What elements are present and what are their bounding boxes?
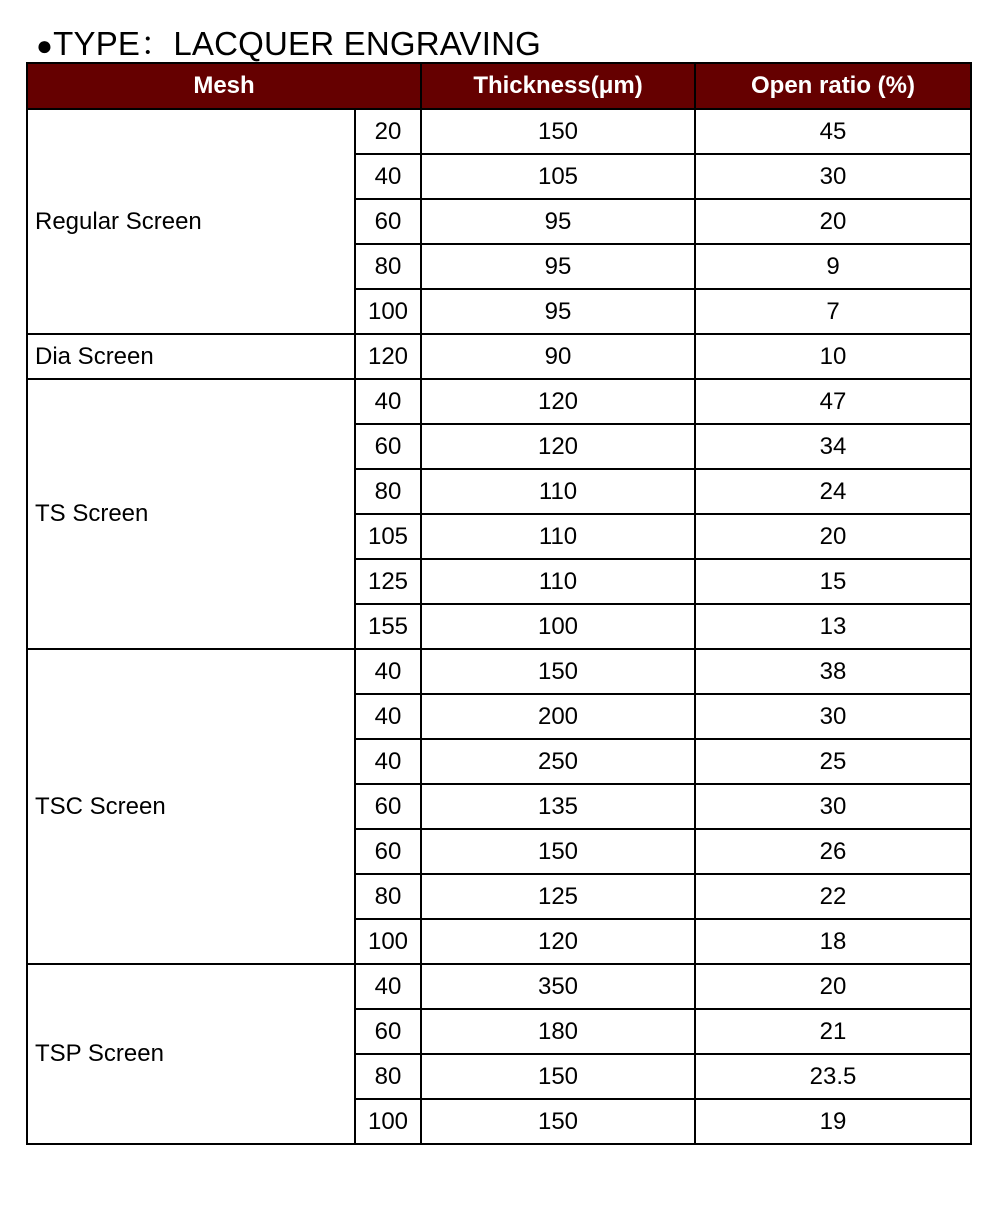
spec-table — [26, 62, 972, 1145]
open-ratio-cell: 22 — [695, 874, 971, 919]
thickness-cell: 150 — [421, 649, 695, 694]
thickness-cell: 110 — [421, 469, 695, 514]
mesh-cell: 40 — [355, 379, 421, 424]
thickness-cell: 150 — [421, 1099, 695, 1144]
open-ratio-cell: 15 — [695, 559, 971, 604]
mesh-cell: 100 — [355, 289, 421, 334]
mesh-cell: 60 — [355, 424, 421, 469]
thickness-cell: 250 — [421, 739, 695, 784]
table-row — [27, 109, 971, 154]
mesh-cell: 60 — [355, 829, 421, 874]
open-ratio-cell: 19 — [695, 1099, 971, 1144]
header-thickness: Thickness(μm) — [421, 63, 695, 109]
thickness-cell: 120 — [421, 424, 695, 469]
screen-type-cell: Dia Screen — [27, 334, 355, 379]
screen-type-cell: TSC Screen — [27, 649, 355, 964]
thickness-cell: 95 — [421, 289, 695, 334]
table-row — [27, 379, 971, 424]
page-title — [36, 18, 541, 65]
mesh-cell: 60 — [355, 199, 421, 244]
thickness-cell: 135 — [421, 784, 695, 829]
mesh-cell: 60 — [355, 1009, 421, 1054]
open-ratio-cell: 21 — [695, 1009, 971, 1054]
open-ratio-cell: 47 — [695, 379, 971, 424]
thickness-cell: 95 — [421, 199, 695, 244]
header-row — [27, 63, 971, 109]
mesh-cell: 80 — [355, 1054, 421, 1099]
open-ratio-cell: 9 — [695, 244, 971, 289]
header-mesh: Mesh — [27, 63, 421, 109]
thickness-cell: 200 — [421, 694, 695, 739]
thickness-cell: 110 — [421, 559, 695, 604]
thickness-cell: 150 — [421, 109, 695, 154]
mesh-cell: 80 — [355, 244, 421, 289]
mesh-cell: 80 — [355, 469, 421, 514]
table-body — [27, 109, 971, 1144]
open-ratio-cell: 45 — [695, 109, 971, 154]
open-ratio-cell: 20 — [695, 514, 971, 559]
open-ratio-cell: 30 — [695, 784, 971, 829]
thickness-cell: 90 — [421, 334, 695, 379]
mesh-cell: 80 — [355, 874, 421, 919]
table-row — [27, 334, 971, 379]
mesh-cell: 120 — [355, 334, 421, 379]
mesh-cell: 40 — [355, 649, 421, 694]
open-ratio-cell: 26 — [695, 829, 971, 874]
screen-type-cell: TS Screen — [27, 379, 355, 649]
open-ratio-cell: 30 — [695, 154, 971, 199]
open-ratio-cell: 24 — [695, 469, 971, 514]
thickness-cell: 100 — [421, 604, 695, 649]
thickness-cell: 105 — [421, 154, 695, 199]
table-row — [27, 649, 971, 694]
header-open-ratio: Open ratio (%) — [695, 63, 971, 109]
thickness-cell: 110 — [421, 514, 695, 559]
open-ratio-cell: 7 — [695, 289, 971, 334]
mesh-cell: 40 — [355, 154, 421, 199]
open-ratio-cell: 20 — [695, 199, 971, 244]
mesh-cell: 100 — [355, 919, 421, 964]
mesh-cell: 40 — [355, 964, 421, 1009]
mesh-cell: 100 — [355, 1099, 421, 1144]
thickness-cell: 125 — [421, 874, 695, 919]
bullet-icon: ● — [36, 30, 54, 61]
open-ratio-cell: 25 — [695, 739, 971, 784]
screen-type-cell: Regular Screen — [27, 109, 355, 334]
mesh-cell: 20 — [355, 109, 421, 154]
open-ratio-cell: 10 — [695, 334, 971, 379]
mesh-cell: 125 — [355, 559, 421, 604]
open-ratio-cell: 13 — [695, 604, 971, 649]
thickness-cell: 120 — [421, 379, 695, 424]
open-ratio-cell: 23.5 — [695, 1054, 971, 1099]
mesh-cell: 60 — [355, 784, 421, 829]
thickness-cell: 180 — [421, 1009, 695, 1054]
open-ratio-cell: 34 — [695, 424, 971, 469]
mesh-cell: 105 — [355, 514, 421, 559]
thickness-cell: 150 — [421, 1054, 695, 1099]
table-row — [27, 964, 971, 1009]
open-ratio-cell: 30 — [695, 694, 971, 739]
thickness-cell: 95 — [421, 244, 695, 289]
thickness-cell: 150 — [421, 829, 695, 874]
mesh-cell: 40 — [355, 694, 421, 739]
mesh-cell: 155 — [355, 604, 421, 649]
open-ratio-cell: 20 — [695, 964, 971, 1009]
thickness-cell: 120 — [421, 919, 695, 964]
open-ratio-cell: 18 — [695, 919, 971, 964]
screen-type-cell: TSP Screen — [27, 964, 355, 1144]
page-title-text: TYPE：LACQUER ENGRAVING — [53, 25, 542, 62]
mesh-cell: 40 — [355, 739, 421, 784]
open-ratio-cell: 38 — [695, 649, 971, 694]
thickness-cell: 350 — [421, 964, 695, 1009]
